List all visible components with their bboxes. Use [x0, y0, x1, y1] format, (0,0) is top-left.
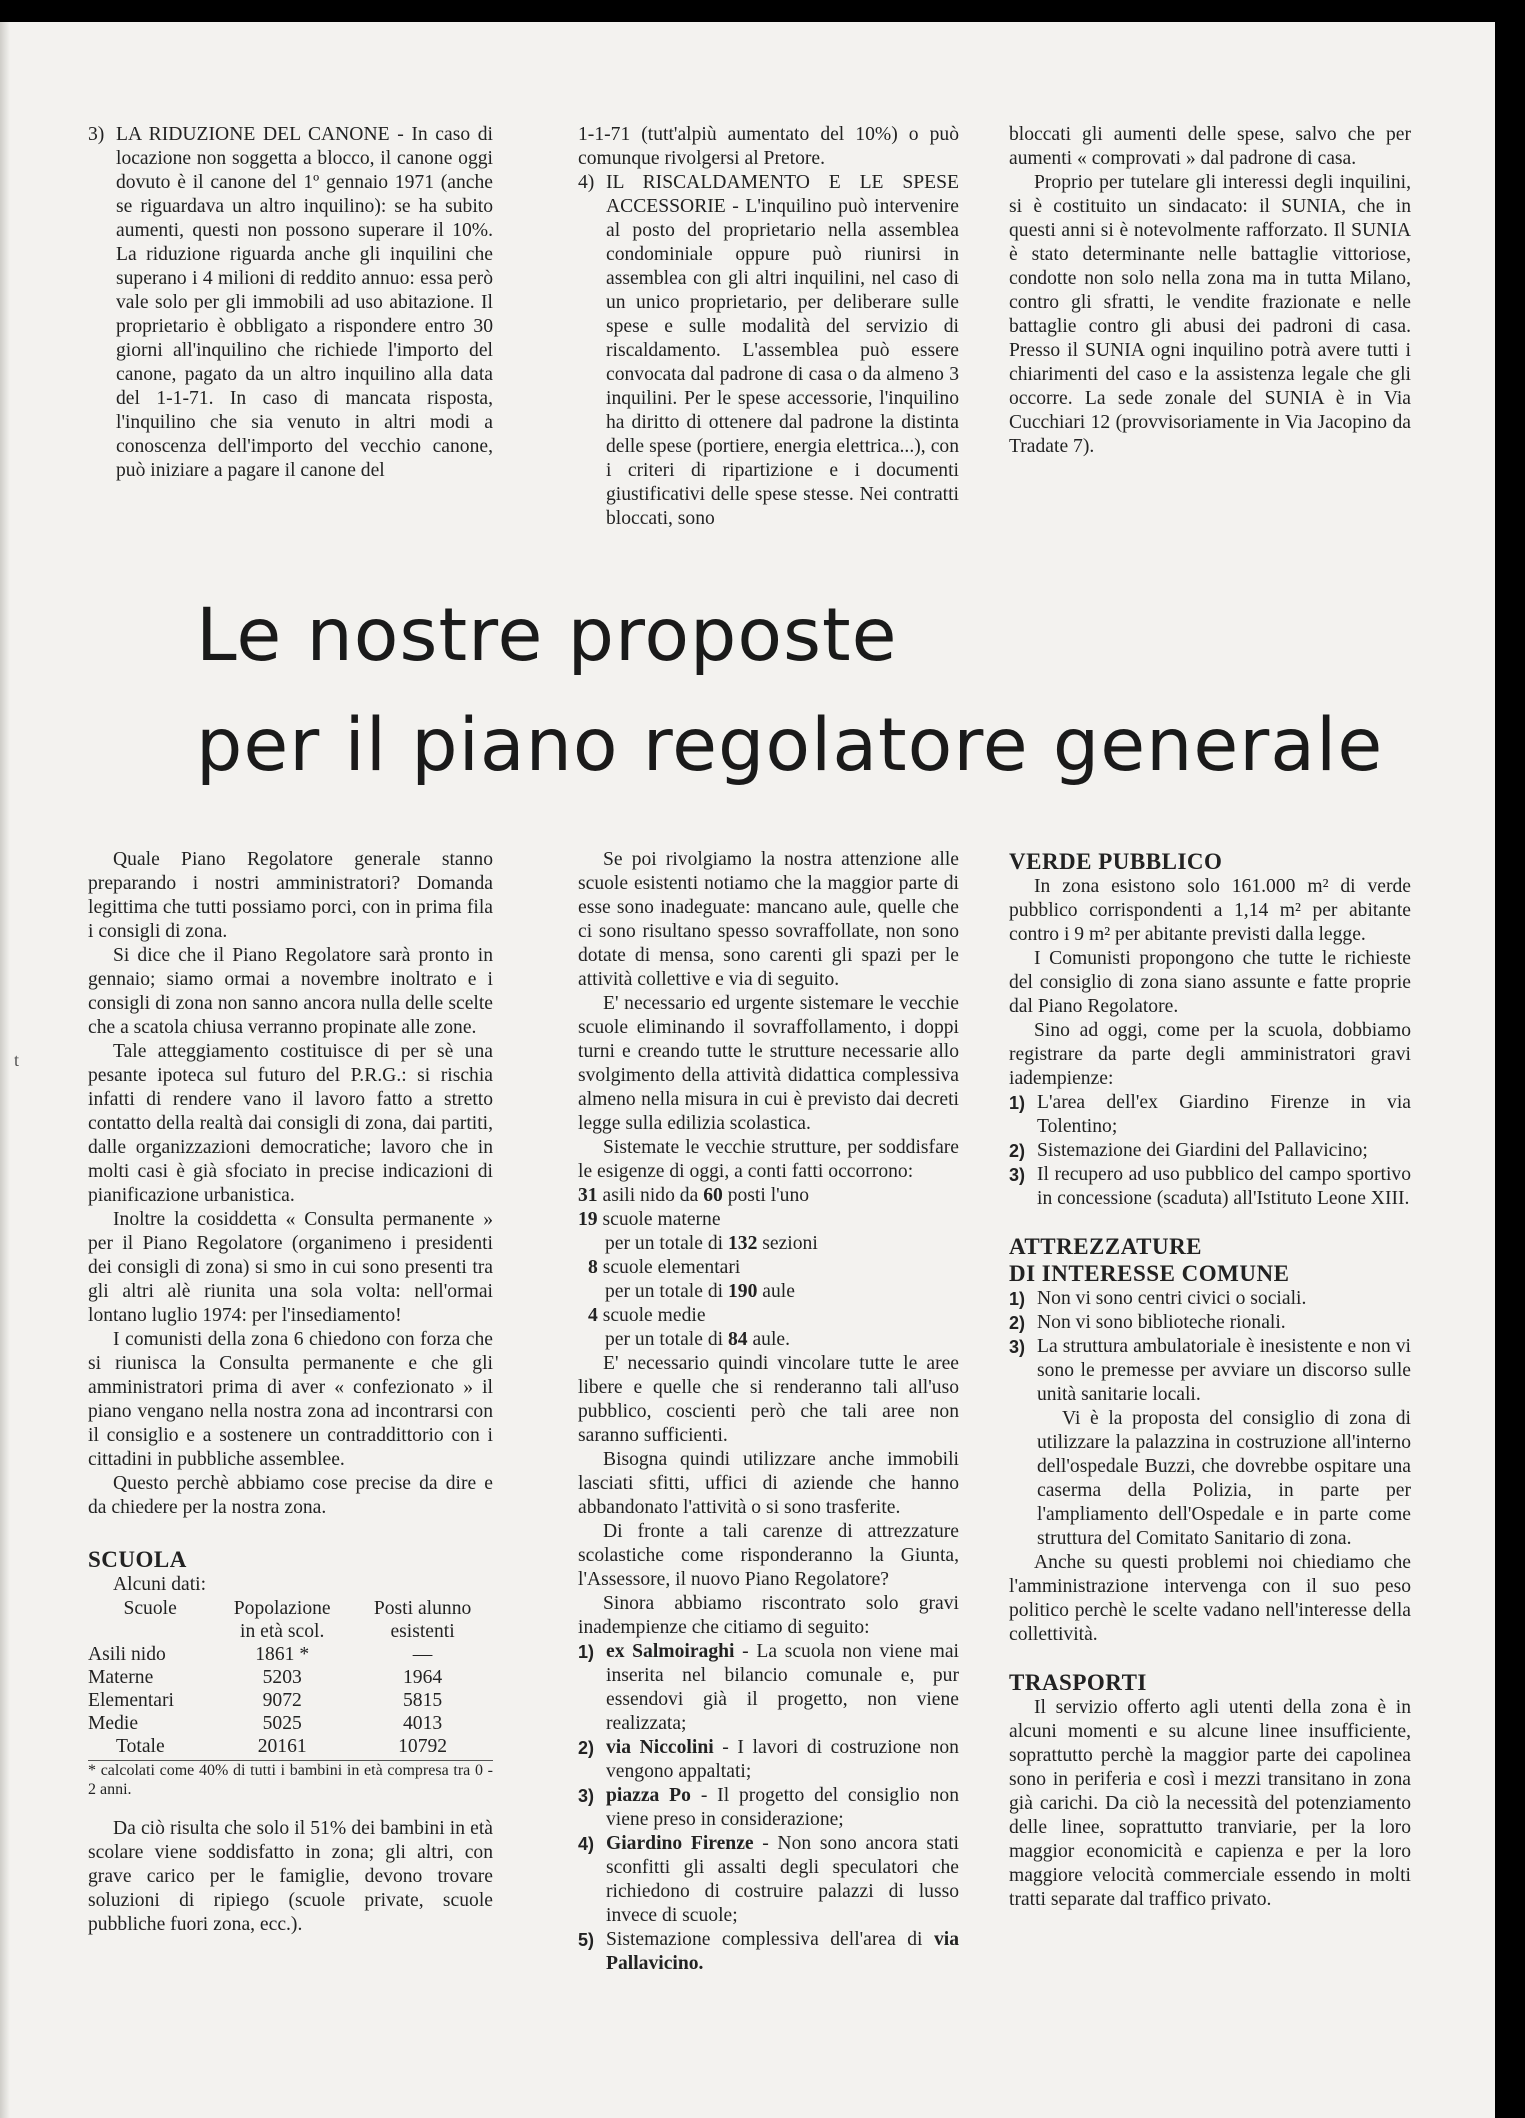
- table-header-row: [88, 1597, 493, 1620]
- top-column-2: [578, 123, 959, 531]
- list-item: [578, 1736, 959, 1784]
- top-item-3: [88, 123, 493, 483]
- table-cell: 9072: [262, 1690, 302, 1711]
- schools-paragraph-5: Bisogna quindi utilizzare anche immobili lasciati sfitti, uffici di aziende che hanno abbandonato l'attività o si sono trasferite.: [578, 1449, 959, 1518]
- top-column-1: [88, 123, 493, 483]
- intro-paragraph-6: Questo perchè abbiamo cose precise da dire e da chiedere per la nostra zona.: [88, 1473, 493, 1518]
- list-item: [578, 1640, 959, 1736]
- left-page-edge: [0, 22, 10, 2118]
- scuola-closing-paragraph: Da ciò risulta che solo il 51% dei bambini in età scolare viene soddisfatto in zona; gli altri, con grave carico per le famiglie, devono trovare soluzioni di ripiego (scuole private, scuole pubbliche fuori zona, ecc.).: [88, 1818, 493, 1935]
- verde-paragraph-3: Sino ad oggi, come per la scuola, dobbiamo registrare da parte degli amministratori gravi iadempienze:: [1009, 1020, 1411, 1089]
- right-black-border: [1495, 0, 1525, 2118]
- needs-after: aule.: [752, 1329, 791, 1350]
- table-cell: Elementari: [88, 1690, 174, 1711]
- list-item: [1009, 1139, 1411, 1163]
- table-cell: 1861 *: [255, 1644, 310, 1665]
- body-column-3: [1009, 848, 1411, 1912]
- verde-paragraph-2: I Comunisti propongono che tutte le richieste del consiglio di zona siano assunte e fatte proprie dal Piano Regolatore.: [1009, 948, 1411, 1017]
- needs-value: 190: [727, 1281, 758, 1302]
- table-cell: 5815: [402, 1690, 443, 1711]
- table-cell: Asili nido: [88, 1644, 166, 1665]
- table-cell: 4013: [402, 1713, 443, 1734]
- table-cell: Totale: [116, 1736, 165, 1757]
- list-number: 2): [1009, 1313, 1026, 1333]
- list-item: [1009, 1287, 1411, 1311]
- needs-subitem: [578, 1328, 959, 1352]
- list-number: 4): [578, 1834, 595, 1854]
- trasporti-paragraph: Il servizio offerto agli utenti della zona è in alcuni momenti e su alcune linee insufficiente, soprattutto perchè la maggior parte dei capolinea sono in periferia e così i mezzi transitano in zona già carichi. Da ciò la necessità del potenziamento delle linee, soprattutto tranviarie, per la loro maggior economicità e capienza e per la loro maggiore velocità commerciale essendo in molti tratti separate dal traffico privato.: [1009, 1697, 1411, 1910]
- item-number: 4): [578, 172, 595, 193]
- list-text: Non vi sono centri civici o sociali.: [1037, 1288, 1307, 1309]
- schools-paragraph-3: Sistemate le vecchie strutture, per soddisfare le esigenze di oggi, a conti fatti occorrono:: [578, 1137, 959, 1182]
- headline-line-1: Le nostre proposte: [196, 593, 898, 678]
- intro-paragraph-1: Quale Piano Regolatore generale stanno preparando i nostri amministratori? Domanda legittima che tutti possiamo porci, con in prima fila i consigli di zona.: [88, 849, 493, 942]
- list-number: 2): [578, 1738, 595, 1758]
- margin-mark: t: [14, 1050, 20, 1070]
- list-bold: Giardino Firenze: [606, 1833, 754, 1854]
- table-header-cell: Posti alunno: [373, 1598, 472, 1619]
- list-text: Sistemazione complessiva dell'area di: [606, 1929, 923, 1950]
- table-total-row: [88, 1735, 493, 1758]
- table-row: [88, 1643, 493, 1666]
- list-item: [578, 1928, 959, 1976]
- list-bold: piazza Po: [606, 1785, 691, 1806]
- needs-sub: per un totale di: [605, 1329, 724, 1350]
- schools-paragraph-7: Sinora abbiamo riscontrato solo gravi inadempienze che citiamo di seguito:: [578, 1593, 959, 1638]
- list-item: [578, 1784, 959, 1832]
- list-text: La struttura ambulatoriale è inesistente e non vi sono le premesse per avviare un discorso sulle unità sanitarie locali.: [1037, 1336, 1411, 1405]
- needs-text: scuole materne: [602, 1209, 721, 1230]
- list-number: 3): [578, 1786, 595, 1806]
- table-cell: Materne: [88, 1667, 154, 1688]
- top-item-4: [578, 171, 959, 531]
- list-text: - Il progetto del consiglio non viene preso in considerazione;: [606, 1785, 960, 1830]
- section-heading-verde: VERDE PUBBLICO: [1009, 849, 1223, 874]
- scuola-intro: Alcuni dati:: [113, 1574, 207, 1595]
- needs-count: 4: [588, 1305, 598, 1326]
- list-number: 5): [578, 1930, 595, 1950]
- needs-item: [578, 1256, 959, 1280]
- table-footnote: * calcolati come 40% di tutti i bambini in età compresa tra 0 - 2 anni.: [88, 1762, 493, 1798]
- needs-after: sezioni: [762, 1233, 818, 1254]
- table-row: [88, 1689, 493, 1712]
- section-heading-interesse-comune: DI INTERESSE COMUNE: [1009, 1261, 1290, 1286]
- top-col2-continuation: 1-1-71 (tutt'alpiù aumentato del 10%) o può comunque rivolgersi al Pretore.: [578, 124, 959, 169]
- item-number: 3): [88, 124, 105, 145]
- intro-paragraph-5: I comunisti della zona 6 chiedono con forza che si riunisca la Consulta permanente e che gli amministratori prima di aver « confezionato » il piano vengano nella nostra zona ad incontrarsi con il consiglio e a sostenere un contraddittorio con i cittadini in pubbliche assemblee.: [88, 1329, 493, 1470]
- item-text: LA RIDUZIONE DEL CANONE - In caso di locazione non soggetta a blocco, il canone oggi dovuto è il canone del 1º gennaio 1971 (anche se riguardava un altro inquilino): se ha subito aumenti, questi non possono superare il 10%. La riduzione riguarda anche gli inquilini che superano i 4 milioni di reddito annuo: essa però vale solo per gli immobili ad uso abitazione. Il proprietario è obbligato a rispondere entro 30 giorni all'inquilino che richiede l'importo del canone, pagato da un altro inquilino alla data del 1-1-71. In caso di mancata risposta, l'inquilino che sia venuto in altri modi a conoscenza dell'importo del vecchio canone, può iniziare a pagare il canone del: [116, 124, 493, 481]
- section-heading-scuola: SCUOLA: [88, 1547, 187, 1572]
- table-header-cell: [88, 1620, 212, 1643]
- section-heading-attrezzature: ATTREZZATURE: [1009, 1234, 1203, 1259]
- table-cell: 5203: [262, 1667, 302, 1688]
- schools-paragraph-6: Di fronte a tali carenze di attrezzature scolastiche come risponderanno la Giunta, l'Assessore, il nuovo Piano Regolatore?: [578, 1521, 959, 1590]
- needs-item: [578, 1304, 959, 1328]
- needs-count: 8: [588, 1257, 598, 1278]
- schools-paragraph-4: E' necessario quindi vincolare tutte le aree libere e quelle che si renderanno tali all'uso pubblico, coscienti però che tali aree non saranno sufficienti.: [578, 1353, 959, 1446]
- list-item: [1009, 1335, 1411, 1407]
- list-bold: via Niccolini: [606, 1737, 714, 1758]
- attrezzature-paragraph-2: Anche su questi problemi noi chiediamo che l'amministrazione intervenga con il suo peso politico perchè le scelte vadano nell'interesse della collettività.: [1009, 1552, 1411, 1645]
- needs-subitem: [578, 1232, 959, 1256]
- table-cell: 5025: [262, 1713, 302, 1734]
- list-text: L'area dell'ex Giardino Firenze in via Tolentino;: [1037, 1092, 1411, 1137]
- needs-count: 31: [578, 1185, 598, 1206]
- list-item: [1009, 1163, 1411, 1211]
- list-text: Non vi sono biblioteche rionali.: [1037, 1312, 1286, 1333]
- table-cell: Medie: [88, 1713, 139, 1734]
- needs-value: 84: [727, 1329, 748, 1350]
- list-number: 3): [1009, 1337, 1026, 1357]
- body-column-1: [88, 848, 493, 1937]
- headline-line-2: per il piano regolatore generale: [196, 703, 1384, 788]
- list-bold: via Pallavicino.: [606, 1929, 959, 1974]
- needs-list: [578, 1184, 959, 1352]
- top-black-border: [0, 0, 1525, 22]
- item-text: IL RISCALDAMENTO E LE SPESE ACCESSORIE - L'inquilino può intervenire al posto del proprietario nella assemblea condominiale oppure può riunirsi in assemblea con gli altri inquilini, nel caso di un unico proprietario, per deliberare sulle spese e sulle modalità del servizio di riscaldamento. L'assemblea può essere convocata dal padrone di casa o da almeno 3 inquilini. Per le spese accessorie, l'inquilino ha diritto di ottenere dal padrone la distinta delle spese (portiere, energia elettrica...), con i criteri di ripartizione e i documenti giustificativi delle spese stesse. Nei contratti bloccati, sono: [606, 172, 959, 529]
- top-col3-sunia-paragraph: Proprio per tutelare gli interessi degli inquilini, si è costituito un sindacato: il SUNIA, che in questi anni si è notevolmente rafforzato. Il SUNIA è stato determinante nelle battaglie vittoriose, condotte non solo nella zona ma in tutta Milano, contro gli sfratti, le vendite frazionate e nelle battaglie contro gli abusi dei padroni di casa. Presso il SUNIA ogni inquilino potrà avere tutti i chiarimenti del caso e la assistenza legale che gli occorre. La sede zonale del SUNIA è in Via Cucchiari 12 (provvisoriamente in Via Jacopino da Tradate 7).: [1009, 172, 1411, 457]
- list-number: 2): [1009, 1141, 1026, 1161]
- school-data-table: [88, 1597, 493, 1758]
- needs-value: 132: [727, 1233, 758, 1254]
- list-text: - Non sono ancora stati sconfitti gli assalti degli speculatori che richiedono di costruire palazzi di lusso invece di scuole;: [606, 1833, 959, 1926]
- table-header-cell: Scuole: [123, 1598, 177, 1619]
- list-item: [1009, 1311, 1411, 1335]
- needs-after: posti l'uno: [727, 1185, 810, 1206]
- body-column-2: [578, 848, 959, 1976]
- list-text: - I lavori di costruzione non vengono appaltati;: [606, 1737, 959, 1782]
- needs-item: [578, 1208, 959, 1232]
- table-header-row: [88, 1620, 493, 1643]
- intro-paragraph-2: Si dice che il Piano Regolatore sarà pronto in gennaio; siamo ormai a novembre inoltrato e i consigli di zona non sanno ancora nulla delle scelte che a scatola chiusa verranno propinate alle zone.: [88, 945, 493, 1038]
- list-text: Sistemazione dei Giardini del Pallavicino;: [1037, 1140, 1368, 1161]
- table-cell: 20161: [257, 1736, 307, 1757]
- table-header-cell: esistenti: [390, 1621, 455, 1642]
- schools-paragraph-1: Se poi rivolgiamo la nostra attenzione alle scuole esistenti notiamo che la maggior parte di esse sono inadeguate: mancano aule, quelle che ci sono risultano spesso sovraffollate, non sono dotate di mensa, sono carenti gli spazi per le attività collettive e via di seguito.: [578, 849, 959, 990]
- section-heading-trasporti: TRASPORTI: [1009, 1670, 1147, 1695]
- table-row: [88, 1712, 493, 1735]
- table-header-cell: Popolazione: [233, 1598, 331, 1619]
- verde-paragraph-1: In zona esistono solo 161.000 m² di verde pubblico corrispondenti a 1,14 m² per abitante contro i 9 m² per abitante previsti dalla legge.: [1009, 876, 1411, 945]
- needs-sub: per un totale di: [605, 1281, 724, 1302]
- table-cell: 1964: [402, 1667, 443, 1688]
- needs-value: 60: [703, 1185, 723, 1206]
- intro-paragraph-3: Tale atteggiamento costituisce di per sè una pesante ipoteca sul futuro del P.R.G.: si rischia infatti di rendere vano il lavoro fatto a stretto contatto della realtà dai consigli di zona, dai partiti, dalle organizzazioni democratiche; lavoro che in molti casi è già sfociato in precise indicazioni di pianificazione urbanistica.: [88, 1041, 493, 1206]
- intro-paragraph-4: Inoltre la cosiddetta « Consulta permanente » per il Piano Regolatore (organimeno i presidenti dei consigli di zona) si smo in cui sono presenti tra gli altri alè riunita una sola volta: nell'ormai lontano luglio 1974: per l'insediamento!: [88, 1209, 493, 1326]
- inadempienze-list: [578, 1640, 959, 1976]
- top-col3-continuation: bloccati gli aumenti delle spese, salvo che per aumenti « comprovati » dal padrone di casa.: [1009, 124, 1411, 169]
- list-text: - La scuola non viene mai inserita nel bilancio comunale e, pur essendovi già il progetto, non viene realizzata;: [606, 1641, 959, 1734]
- list-number: 3): [1009, 1165, 1026, 1185]
- top-column-3: [1009, 123, 1411, 459]
- needs-text: asili nido da: [602, 1185, 699, 1206]
- needs-item: [578, 1184, 959, 1208]
- table-row: [88, 1666, 493, 1689]
- list-text: Il recupero ad uso pubblico del campo sportivo in concessione (scaduta) all'Istituto Leone XIII.: [1037, 1164, 1411, 1209]
- table-header-cell: in età scol.: [240, 1621, 325, 1642]
- list-item: [1009, 1091, 1411, 1139]
- needs-sub: per un totale di: [605, 1233, 724, 1254]
- list-bold: ex Salmoiraghi: [606, 1641, 735, 1662]
- list-item: [578, 1832, 959, 1928]
- attrezzature-paragraph-1: Vi è la proposta del consiglio di zona di utilizzare la palazzina in costruzione all'interno dell'ospedale Buzzi, che dovrebbe ospitare una caserma della Polizia, in parte per l'ampliamento dell'Ospedale e in parte come struttura del Comitato Sanitario di zona.: [1037, 1408, 1411, 1549]
- list-number: 1): [1009, 1093, 1026, 1113]
- schools-paragraph-2: E' necessario ed urgente sistemare le vecchie scuole eliminando il sovraffollamento, i doppi turni e creando tutte le strutture necessarie allo svolgimento della attività didattica complessiva almeno nella misura in cui è previsto dai decreti legge sulla edilizia scolastica.: [578, 993, 959, 1134]
- table-cell: —: [412, 1644, 433, 1665]
- needs-text: scuole medie: [602, 1305, 706, 1326]
- list-number: 1): [578, 1642, 595, 1662]
- needs-after: aule: [762, 1281, 795, 1302]
- needs-count: 19: [578, 1209, 598, 1230]
- table-cell: 10792: [398, 1736, 448, 1757]
- list-number: 1): [1009, 1289, 1026, 1309]
- needs-subitem: [578, 1280, 959, 1304]
- needs-text: scuole elementari: [602, 1257, 741, 1278]
